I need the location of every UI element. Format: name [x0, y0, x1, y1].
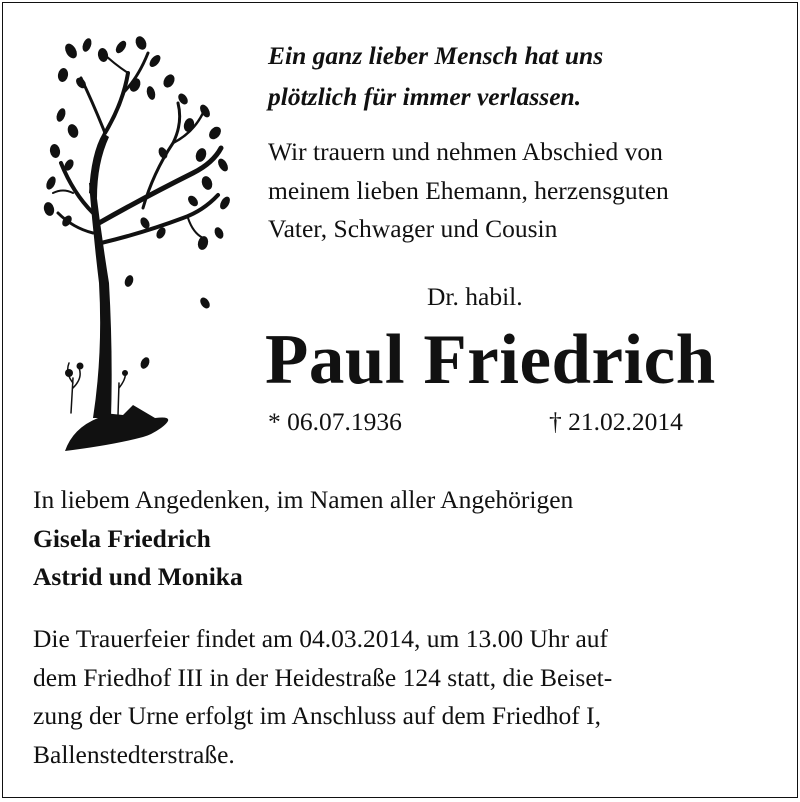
mourners-intro: In liebem Angedenken, im Namen aller Angehörigen [33, 485, 574, 514]
birth-date: * 06.07.1936 [268, 407, 402, 436]
mourners-block [33, 481, 773, 597]
intro-line-1: Wir trauern und nehmen Abschied von [268, 137, 663, 166]
funeral-service-info [33, 620, 778, 774]
service-line-1: Die Trauerfeier findet am 04.03.2014, um 13.00 Uhr auf [33, 624, 609, 653]
obituary-notice [2, 2, 798, 798]
mourner-name: Astrid und Monika [33, 562, 243, 591]
mourning-intro [268, 133, 788, 249]
deceased-name: Paul Friedrich [265, 321, 716, 399]
intro-line-2: meinem lieben Ehemann, herzensguten [268, 175, 669, 205]
motto [268, 35, 778, 117]
academic-title: Dr. habil. [427, 282, 523, 311]
motto-line-2: plötzlich für immer verlassen. [268, 82, 582, 111]
intro-line-3: Vater, Schwager und Cousin [268, 214, 558, 243]
service-line-4: Ballenstedterstraße. [33, 739, 235, 769]
service-line-2: dem Friedhof III in der Heidestraße 124 statt, die Beiset- [33, 662, 613, 692]
motto-line-1: Ein ganz lieber Mensch hat uns [268, 41, 604, 70]
tree-icon [43, 33, 243, 463]
mourner-name: Gisela Friedrich [33, 523, 211, 553]
service-line-3: zung der Urne erfolgt im Anschluss auf dem Friedhof I, [33, 701, 601, 730]
death-date: † 21.02.2014 [549, 407, 683, 436]
